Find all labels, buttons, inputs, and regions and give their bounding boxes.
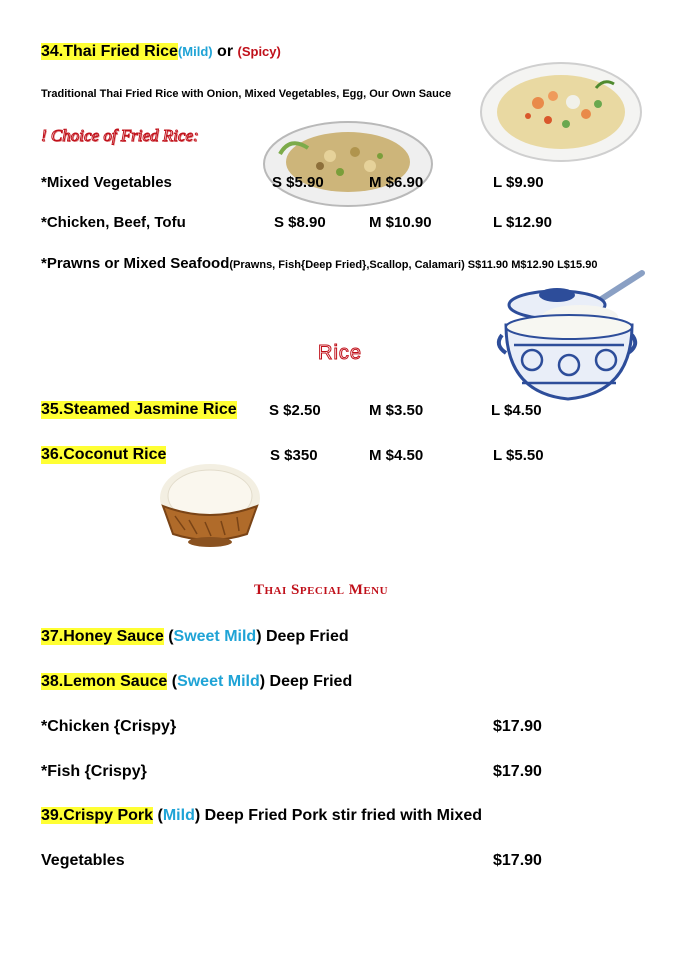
paren-open: ( [157, 807, 163, 824]
rice-price-medium: M $3.50 [369, 402, 424, 419]
mild-label: (Mild) [177, 44, 213, 59]
special-choice-price: $17.90 [493, 718, 542, 735]
taste-label: Mild [162, 807, 195, 824]
special-choice-price: $17.90 [493, 763, 542, 780]
taste-label: Sweet Mild [177, 673, 260, 690]
option-name: *Mixed Vegetables [41, 174, 172, 191]
item-39-desc: ) Deep Fried Pork stir fried with Mixed [194, 807, 483, 824]
item-34-header [41, 43, 281, 61]
choice-heading: ! Choice of Fried Rice: [41, 126, 199, 145]
seafood-detail: (Prawns, Fish{Deep Fried},Scallop, Calamari) S$11.90 M$12.90 L$15.90 [229, 259, 598, 271]
item-39-title: 39.Crispy Pork [41, 807, 154, 824]
fried-rice-image [260, 118, 436, 210]
rice-price-large: L $4.50 [491, 402, 542, 419]
taste-label: Sweet Mild [173, 628, 257, 645]
rice-price-large: L $5.50 [493, 447, 544, 464]
option-price-medium: M $6.90 [369, 174, 424, 191]
rice-price-small: S $2.50 [269, 402, 321, 419]
option-price-medium: M $10.90 [369, 214, 432, 231]
rice-price-medium: M $4.50 [369, 447, 424, 464]
item-35-title: 35.Steamed Jasmine Rice [41, 401, 237, 418]
rice-bowl-image [492, 265, 652, 410]
item-39-price: $17.90 [493, 852, 542, 869]
option-price-small: S $8.90 [274, 214, 326, 231]
item-34-title: 34.Thai Fried Rice [41, 43, 178, 60]
item-39-line2: Vegetables [41, 852, 125, 869]
item-38-desc: ) Deep Fried [259, 673, 353, 690]
item-38-title: 38.Lemon Sauce [41, 673, 168, 690]
or-label: or [217, 43, 234, 60]
special-choice-name: *Chicken {Crispy} [41, 718, 177, 735]
spicy-label: (Spicy) [237, 44, 281, 59]
special-menu-heading: Thai Special Menu [254, 582, 389, 598]
item-37-desc: ) Deep Fried [256, 628, 349, 645]
paren-open: ( [168, 628, 174, 645]
item-37 [41, 628, 349, 646]
seafood-name: *Prawns or Mixed Seafood [41, 255, 230, 272]
coconut-rice-image [155, 458, 265, 550]
item-34-description: Traditional Thai Fried Rice with Onion, Mixed Vegetables, Egg, Our Own Sauce [41, 88, 452, 100]
item-39 [41, 807, 482, 825]
paren-open: ( [171, 673, 178, 690]
option-price-large: L $12.90 [493, 214, 552, 231]
rice-price-small: S $350 [270, 447, 318, 464]
item-36-title: 36.Coconut Rice [41, 446, 167, 463]
option-price-large: L $9.90 [493, 174, 544, 191]
special-choice-name: *Fish {Crispy} [41, 763, 147, 780]
item-38 [41, 673, 352, 691]
rice-heading: Rice [318, 342, 363, 364]
seafood-fried-rice-image [478, 58, 644, 164]
option-name: *Chicken, Beef, Tofu [41, 214, 186, 231]
option-price-small: S $5.90 [272, 174, 324, 191]
item-37-title: 37.Honey Sauce [41, 628, 164, 645]
